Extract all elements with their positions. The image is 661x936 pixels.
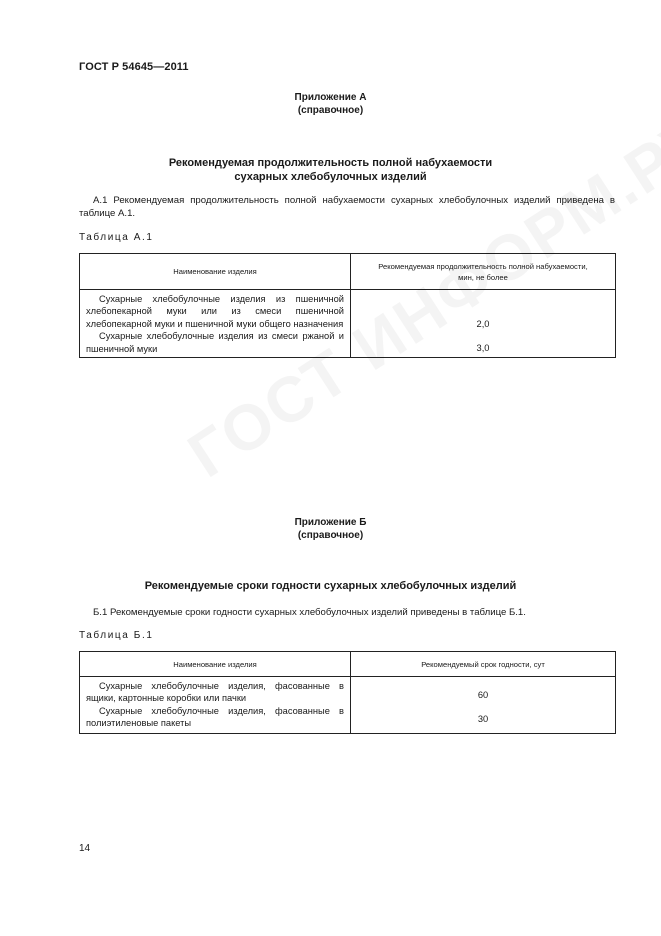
- appendix-a-paragraph: А.1 Рекомендуемая продолжительность полной набухаемости сухарных хлебобулочных изделий приведена в таблице А.1.: [79, 195, 615, 219]
- table-b1-col1-header: Наименование изделия: [80, 652, 351, 677]
- table-a1-row1-value: 2,0: [476, 319, 490, 329]
- table-b1-values-cell: [351, 677, 616, 734]
- appendix-b-heading: Рекомендуемые сроки годности сухарных хлебобулочных изделий: [144, 580, 517, 592]
- table-b1-names-cell: [80, 677, 351, 734]
- table-b1: [79, 651, 616, 734]
- table-a1-col2-header-line2: мин, не более: [458, 272, 508, 282]
- appendix-b-subtitle: (справочное): [297, 530, 364, 541]
- table-a1-col2-header-line1: Рекомендуемая продолжительность полной набухаемости,: [378, 261, 588, 271]
- document-code: ГОСТ Р 54645—2011: [79, 61, 189, 73]
- page-number: 14: [79, 843, 91, 854]
- table-a1-row1-name: Сухарные хлебобулочные изделия из пшеничной хлебопекарной муки или из смеси пшеничной хлебопекарной муки и пшеничной муки общего назначения: [86, 294, 344, 329]
- table-b1-caption: Таблица Б.1: [79, 630, 154, 641]
- table-b1-col2-header: Рекомендуемый срок годности, сут: [351, 652, 616, 677]
- appendix-b-title: Приложение Б: [294, 517, 367, 528]
- appendix-a-subtitle: (справочное): [297, 105, 364, 116]
- table-row: [80, 677, 616, 734]
- table-a1-caption: Таблица А.1: [79, 232, 154, 243]
- table-a1-row2-name: Сухарные хлебобулочные изделия из смеси ржаной и пшеничной муки: [86, 331, 344, 354]
- appendix-b-header: [0, 516, 661, 542]
- appendix-b-paragraph: Б.1 Рекомендуемые сроки годности сухарных хлебобулочных изделий приведены в таблице Б.1.: [93, 607, 526, 618]
- table-a1-col1-header: Наименование изделия: [80, 254, 351, 290]
- table-a1-row2-value: 3,0: [476, 343, 490, 354]
- table-b1-row2-value: 30: [477, 714, 489, 725]
- table-b1-row1-value: 60: [477, 690, 489, 700]
- table-b1-row2-name: Сухарные хлебобулочные изделия, фасованные в полиэтиленовые пакеты: [86, 705, 344, 729]
- appendix-a-heading-line2: сухарных хлебобулочных изделий: [234, 171, 427, 183]
- appendix-a-header: [0, 91, 661, 117]
- table-header-row: [80, 652, 616, 677]
- appendix-a-title: Приложение А: [294, 92, 367, 103]
- table-b1-row1-name: Сухарные хлебобулочные изделия, фасованные в ящики, картонные коробки или пачки: [86, 681, 344, 704]
- appendix-a-heading-line1: Рекомендуемая продолжительность полной набухаемости: [168, 157, 493, 169]
